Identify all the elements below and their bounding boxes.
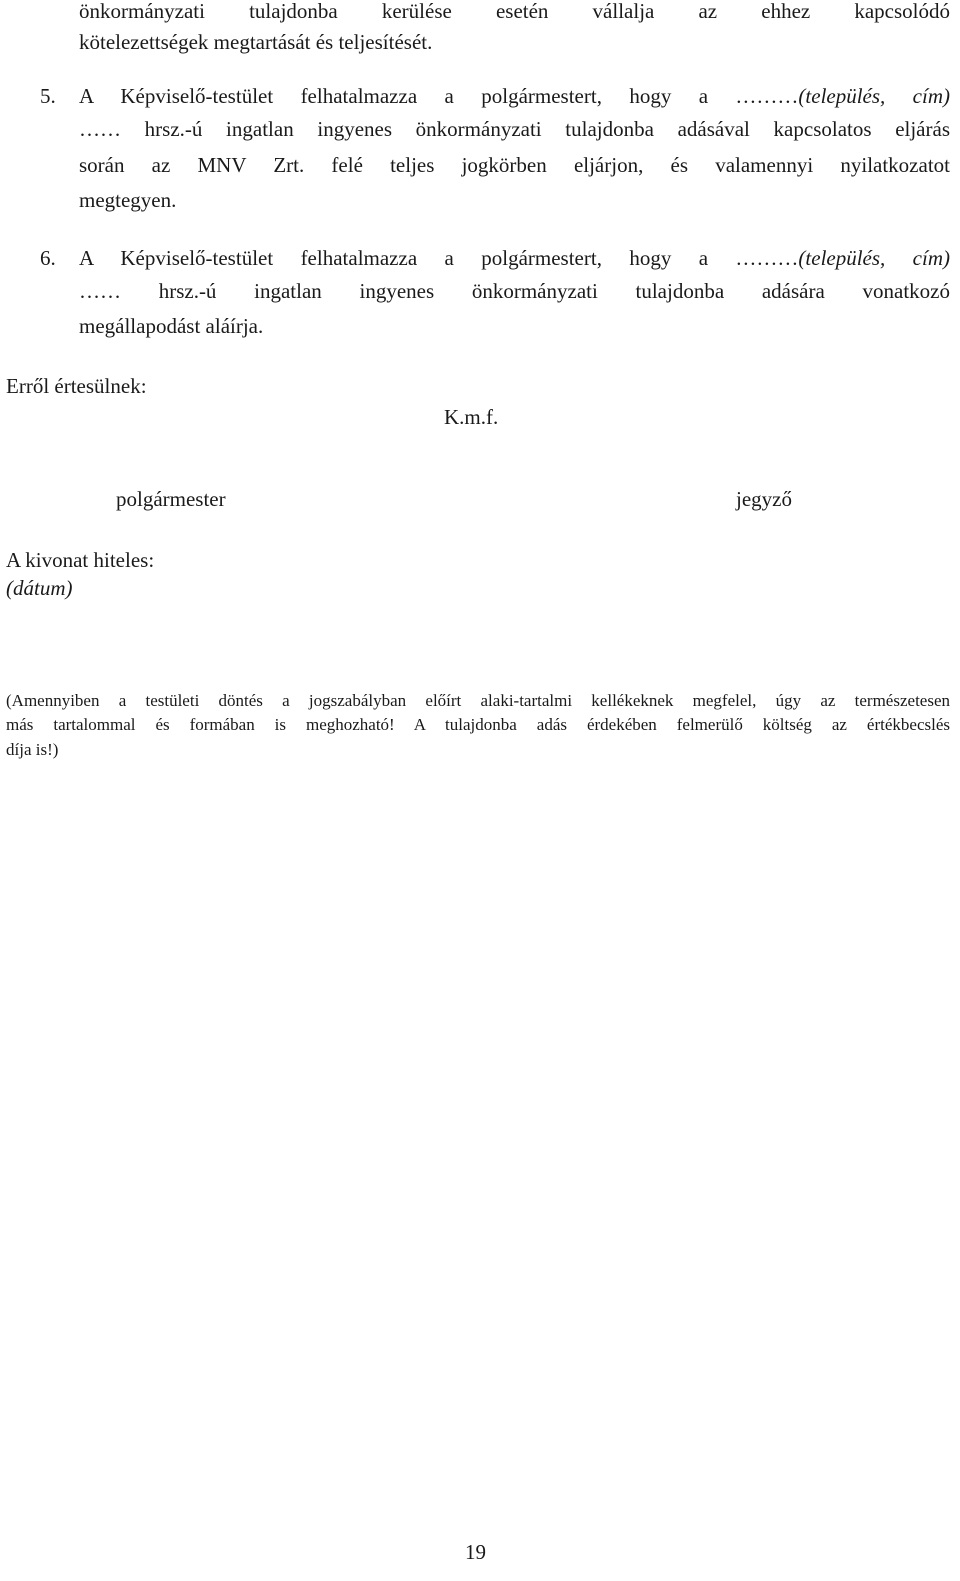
item-5-line-3: során az MNV Zrt. felé teljes jogkörben eljárjon, és valamennyi nyilatkozatot [79,153,950,177]
note-line-1: (Amennyiben a testületi döntés a jogszabályban előírt alaki-tartalmi kellékeknek megfelel, úgy az természetesen [6,691,950,710]
item-6-line-1 [79,243,950,275]
note-line-2: más tartalommal és formában is meghozható! A tulajdonba adás érdekében felmerülő költség az értékbecslés [6,715,950,734]
item-5-line-1-text: A Képviselő-testület felhatalmazza a polgármestert, hogy a ……… [79,84,799,108]
item-6-placeholder: (település, cím) [798,246,950,270]
item-6-number: 6. [40,246,56,270]
intro-line-2: kötelezettségek megtartását és teljesítését. [79,30,433,54]
item-5-placeholder: (település, cím) [798,84,950,108]
item-5-line-1 [79,81,950,113]
signature-notary: jegyző [736,487,792,511]
item-5-line-4: megtegyen. [79,188,177,212]
page-number: 19 [465,1540,486,1564]
kmf-label: K.m.f. [444,405,499,429]
item-6-line-3: megállapodást aláírja. [79,314,264,338]
item-6-line-2: …… hrsz.-ú ingatlan ingyenes önkormányzati tulajdonba adására vonatkozó [79,279,950,303]
signature-mayor: polgármester [116,487,226,511]
intro-line-1: önkormányzati tulajdonba kerülése esetén vállalja az ehhez kapcsolódó [79,0,950,23]
certified-label: A kivonat hiteles: [6,548,155,572]
note-line-3: díja is!) [6,740,59,759]
item-5-line-2: …… hrsz.-ú ingatlan ingyenes önkormányzati tulajdonba adásával kapcsolatos eljárás [79,117,950,141]
item-5-number: 5. [40,84,56,108]
item-6-line-1-text: A Képviselő-testület felhatalmazza a polgármestert, hogy a ……… [79,246,799,270]
certified-date: (dátum) [6,576,73,600]
notify-label: Erről értesülnek: [6,374,147,398]
